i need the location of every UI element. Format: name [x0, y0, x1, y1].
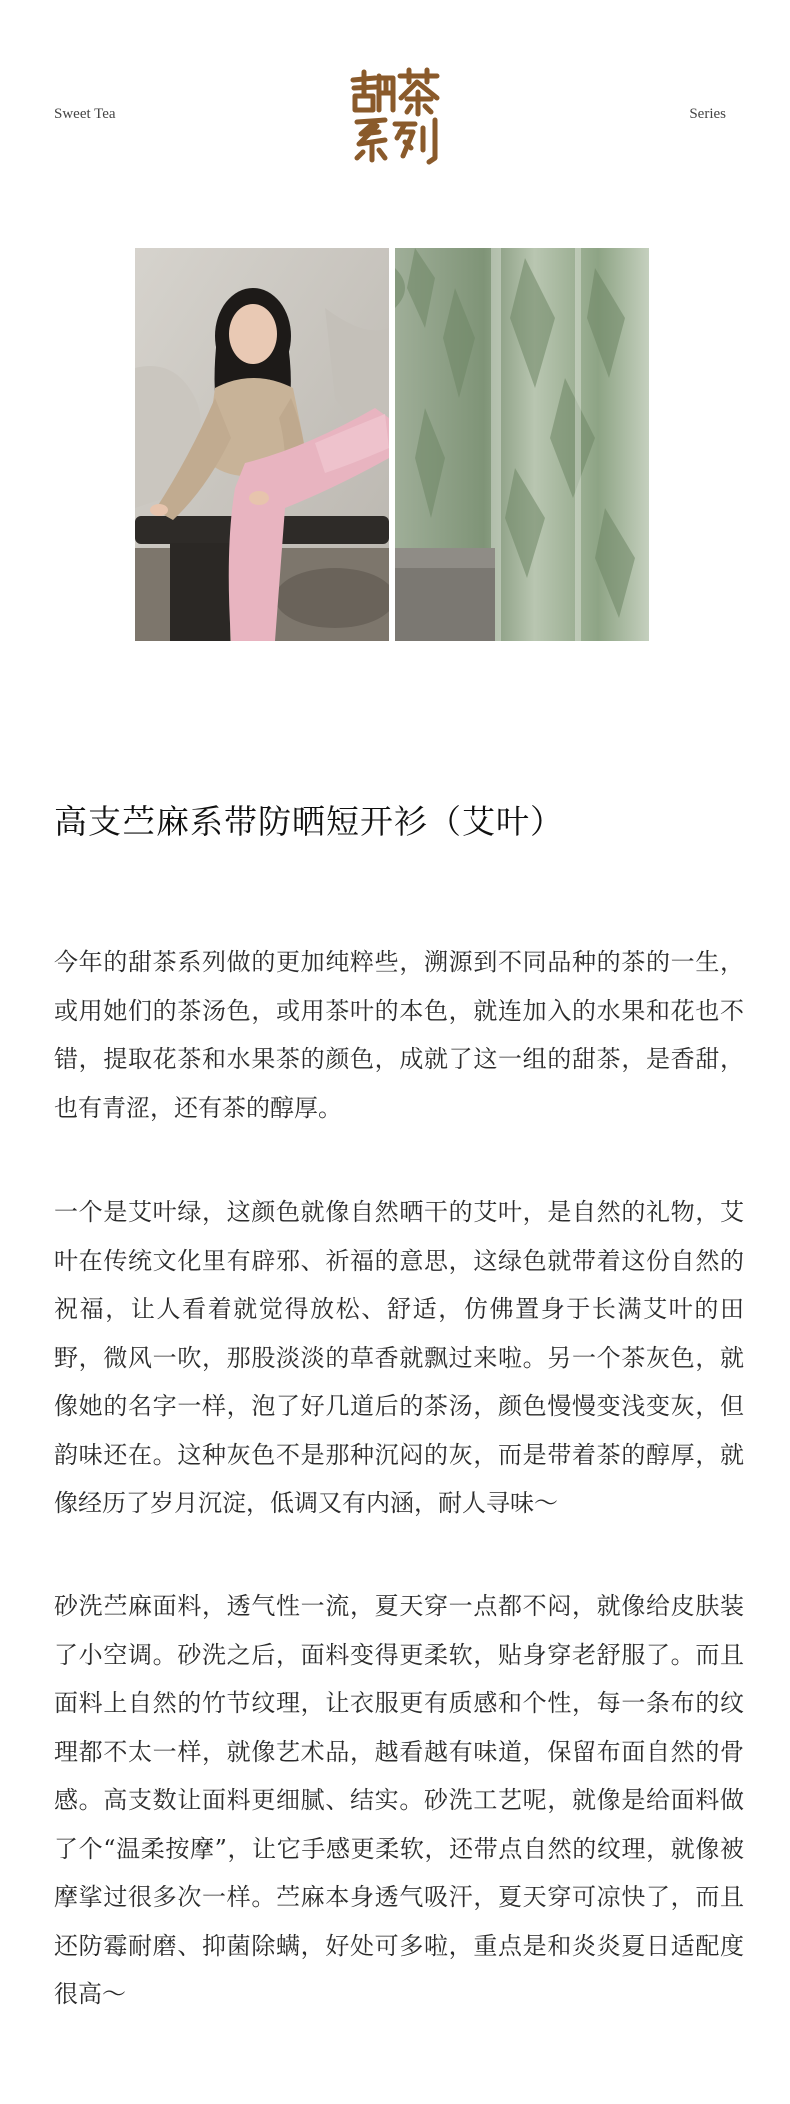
sweet-tea-series-logo: [345, 66, 445, 166]
product-photos: [135, 248, 649, 641]
header: [0, 0, 790, 200]
brand-label-right: Series: [689, 106, 726, 122]
description-paragraph-2: 一个是艾叶绿，这颜色就像自然晒干的艾叶，是自然的礼物，艾叶在传统文化里有辟邪、祈福的意思，这绿色就带着这份自然的祝福，让人看着就觉得放松、舒适，仿佛置身于长满艾叶的田野，微风一吹，那股淡淡的草香就飘过来啦。另一个茶灰色，就像她的名字一样，泡了好几道后的茶汤，颜色慢慢变浅变灰，但韵味还在。这种灰色不是那种沉闷的灰，而是带着茶的醇厚，就像经历了岁月沉淀，低调又有内涵，耐人寻味～: [54, 1198, 744, 1517]
description-paragraph-3: 砂洗苎麻面料，透气性一流，夏天穿一点都不闷，就像给皮肤装了小空调。砂洗之后，面料变得更柔软，贴身穿老舒服了。而且面料上自然的竹节纹理，让衣服更有质感和个性，每一条布的纹理都不太一样，就像艺术品，越看越有味道，保留布面自然的骨感。高支数让面料更细腻、结实。砂洗工艺呢，就像是给面料做了个“温柔按摩”，让它手感更柔软，还带点自然的纹理，就像被摩挲过很多次一样。苎麻本身透气吸汗，夏天穿可凉快了，而且还防霉耐磨、抑菌除螨，好处可多啦，重点是和炎炎夏日适配度很高～: [54, 1592, 744, 2008]
description-paragraph-1: 今年的甜茶系列做的更加纯粹些，溯源到不同品种的茶的一生，或用她们的茶汤色，或用茶叶的本色，就连加入的水果和花也不错，提取花茶和水果茶的颜色，成就了这一组的甜茶，是香甜，也有青涩，还有茶的醇厚。: [54, 948, 744, 1122]
product-title: 高支苎麻系带防晒短开衫（艾叶）: [54, 802, 564, 841]
fabric-photo: [395, 248, 649, 641]
brand-label-left: Sweet Tea: [54, 106, 116, 122]
model-photo: [135, 248, 389, 641]
